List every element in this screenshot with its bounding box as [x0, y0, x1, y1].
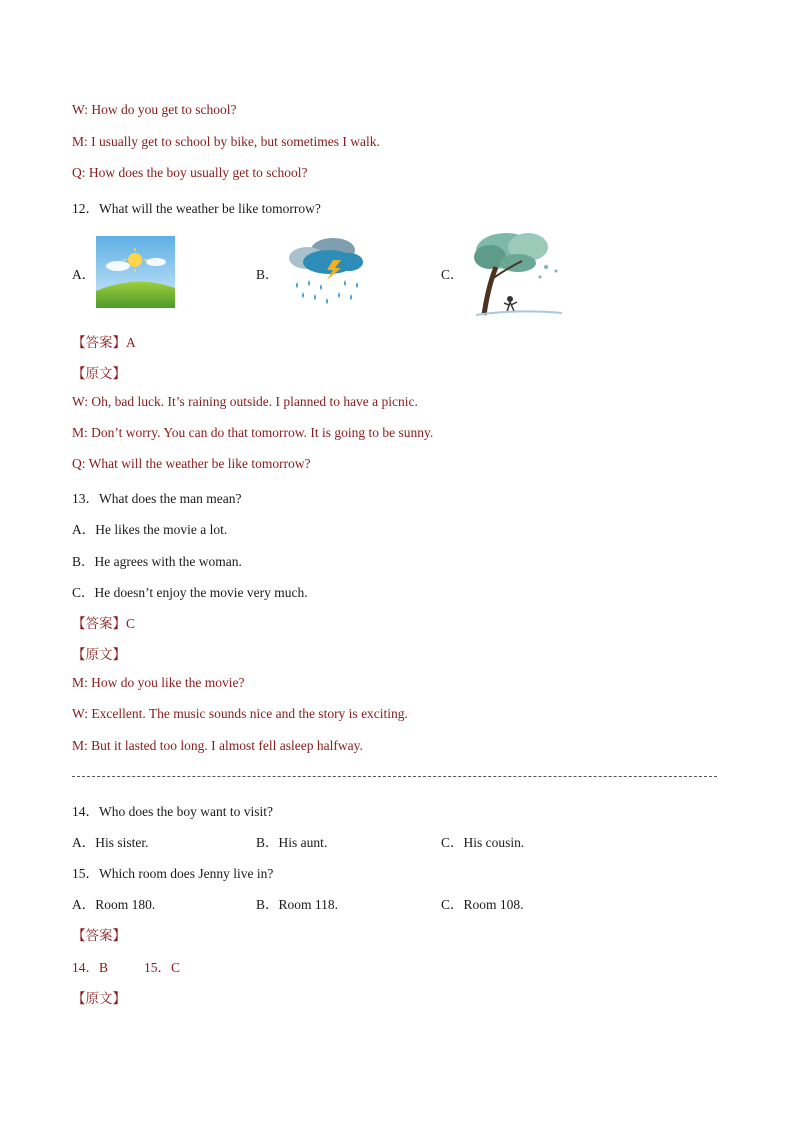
sunny-icon	[96, 236, 175, 313]
transcript-row	[72, 643, 126, 663]
transcript-row	[72, 987, 126, 1007]
option-c: C．His cousin.	[441, 835, 525, 850]
section-divider	[72, 776, 717, 777]
question-14: 14．Who does the boy want to visit?	[72, 804, 273, 819]
option-c: C．He doesn’t enjoy the movie very much.	[72, 585, 308, 600]
answer-value: A	[126, 335, 136, 350]
option-a-label: A．	[72, 267, 96, 282]
question-15: 15．Which room does Jenny live in?	[72, 866, 274, 881]
transcript-label: 【原文】	[72, 647, 126, 663]
dialog-line: M: Don’t worry. You can do that tomorrow. It is going to be sunny.	[72, 425, 434, 440]
transcript-row	[72, 362, 126, 382]
dialog-question: Q: How does the boy usually get to school?	[72, 165, 308, 180]
dialog-line: W: How do you get to school?	[72, 102, 237, 117]
dialog-line: W: Oh, bad luck. It’s raining outside. I planned to have a picnic.	[72, 394, 418, 409]
question-12: 12．What will the weather be like tomorrow?	[72, 201, 321, 216]
answer-value: C	[126, 616, 136, 631]
question-13: 13．What does the man mean?	[72, 491, 242, 506]
answer-14: 14．B	[72, 960, 109, 975]
answer-row	[72, 612, 135, 632]
windy-tree-icon	[466, 227, 564, 322]
option-b-label: B．	[256, 267, 279, 282]
option-b: B．His aunt.	[256, 835, 328, 850]
answer-label: 【答案】	[72, 928, 126, 944]
dialog-line: W: Excellent. The music sounds nice and the story is exciting.	[72, 706, 408, 721]
dialog-line: M: How do you like the movie?	[72, 675, 245, 690]
transcript-label: 【原文】	[72, 991, 126, 1007]
answer-row	[72, 331, 136, 351]
option-b: B．He agrees with the woman.	[72, 554, 242, 569]
option-a: A．He likes the movie a lot.	[72, 522, 228, 537]
transcript-label: 【原文】	[72, 366, 126, 382]
answer-label: 【答案】	[72, 616, 126, 632]
dialog-question: Q: What will the weather be like tomorrow?	[72, 456, 311, 471]
answer-label: 【答案】	[72, 335, 126, 351]
option-a: A．His sister.	[72, 835, 149, 850]
option-a: A．Room 180.	[72, 897, 156, 912]
option-c-label: C．	[441, 267, 464, 282]
dialog-line: M: But it lasted too long. I almost fell asleep halfway.	[72, 738, 363, 753]
answer-15: 15．C	[144, 960, 181, 975]
answer-row	[72, 924, 126, 944]
dialog-line: M: I usually get to school by bike, but sometimes I walk.	[72, 134, 380, 149]
option-b: B．Room 118.	[256, 897, 339, 912]
thunderstorm-icon	[281, 234, 371, 313]
option-c: C．Room 108.	[441, 897, 524, 912]
